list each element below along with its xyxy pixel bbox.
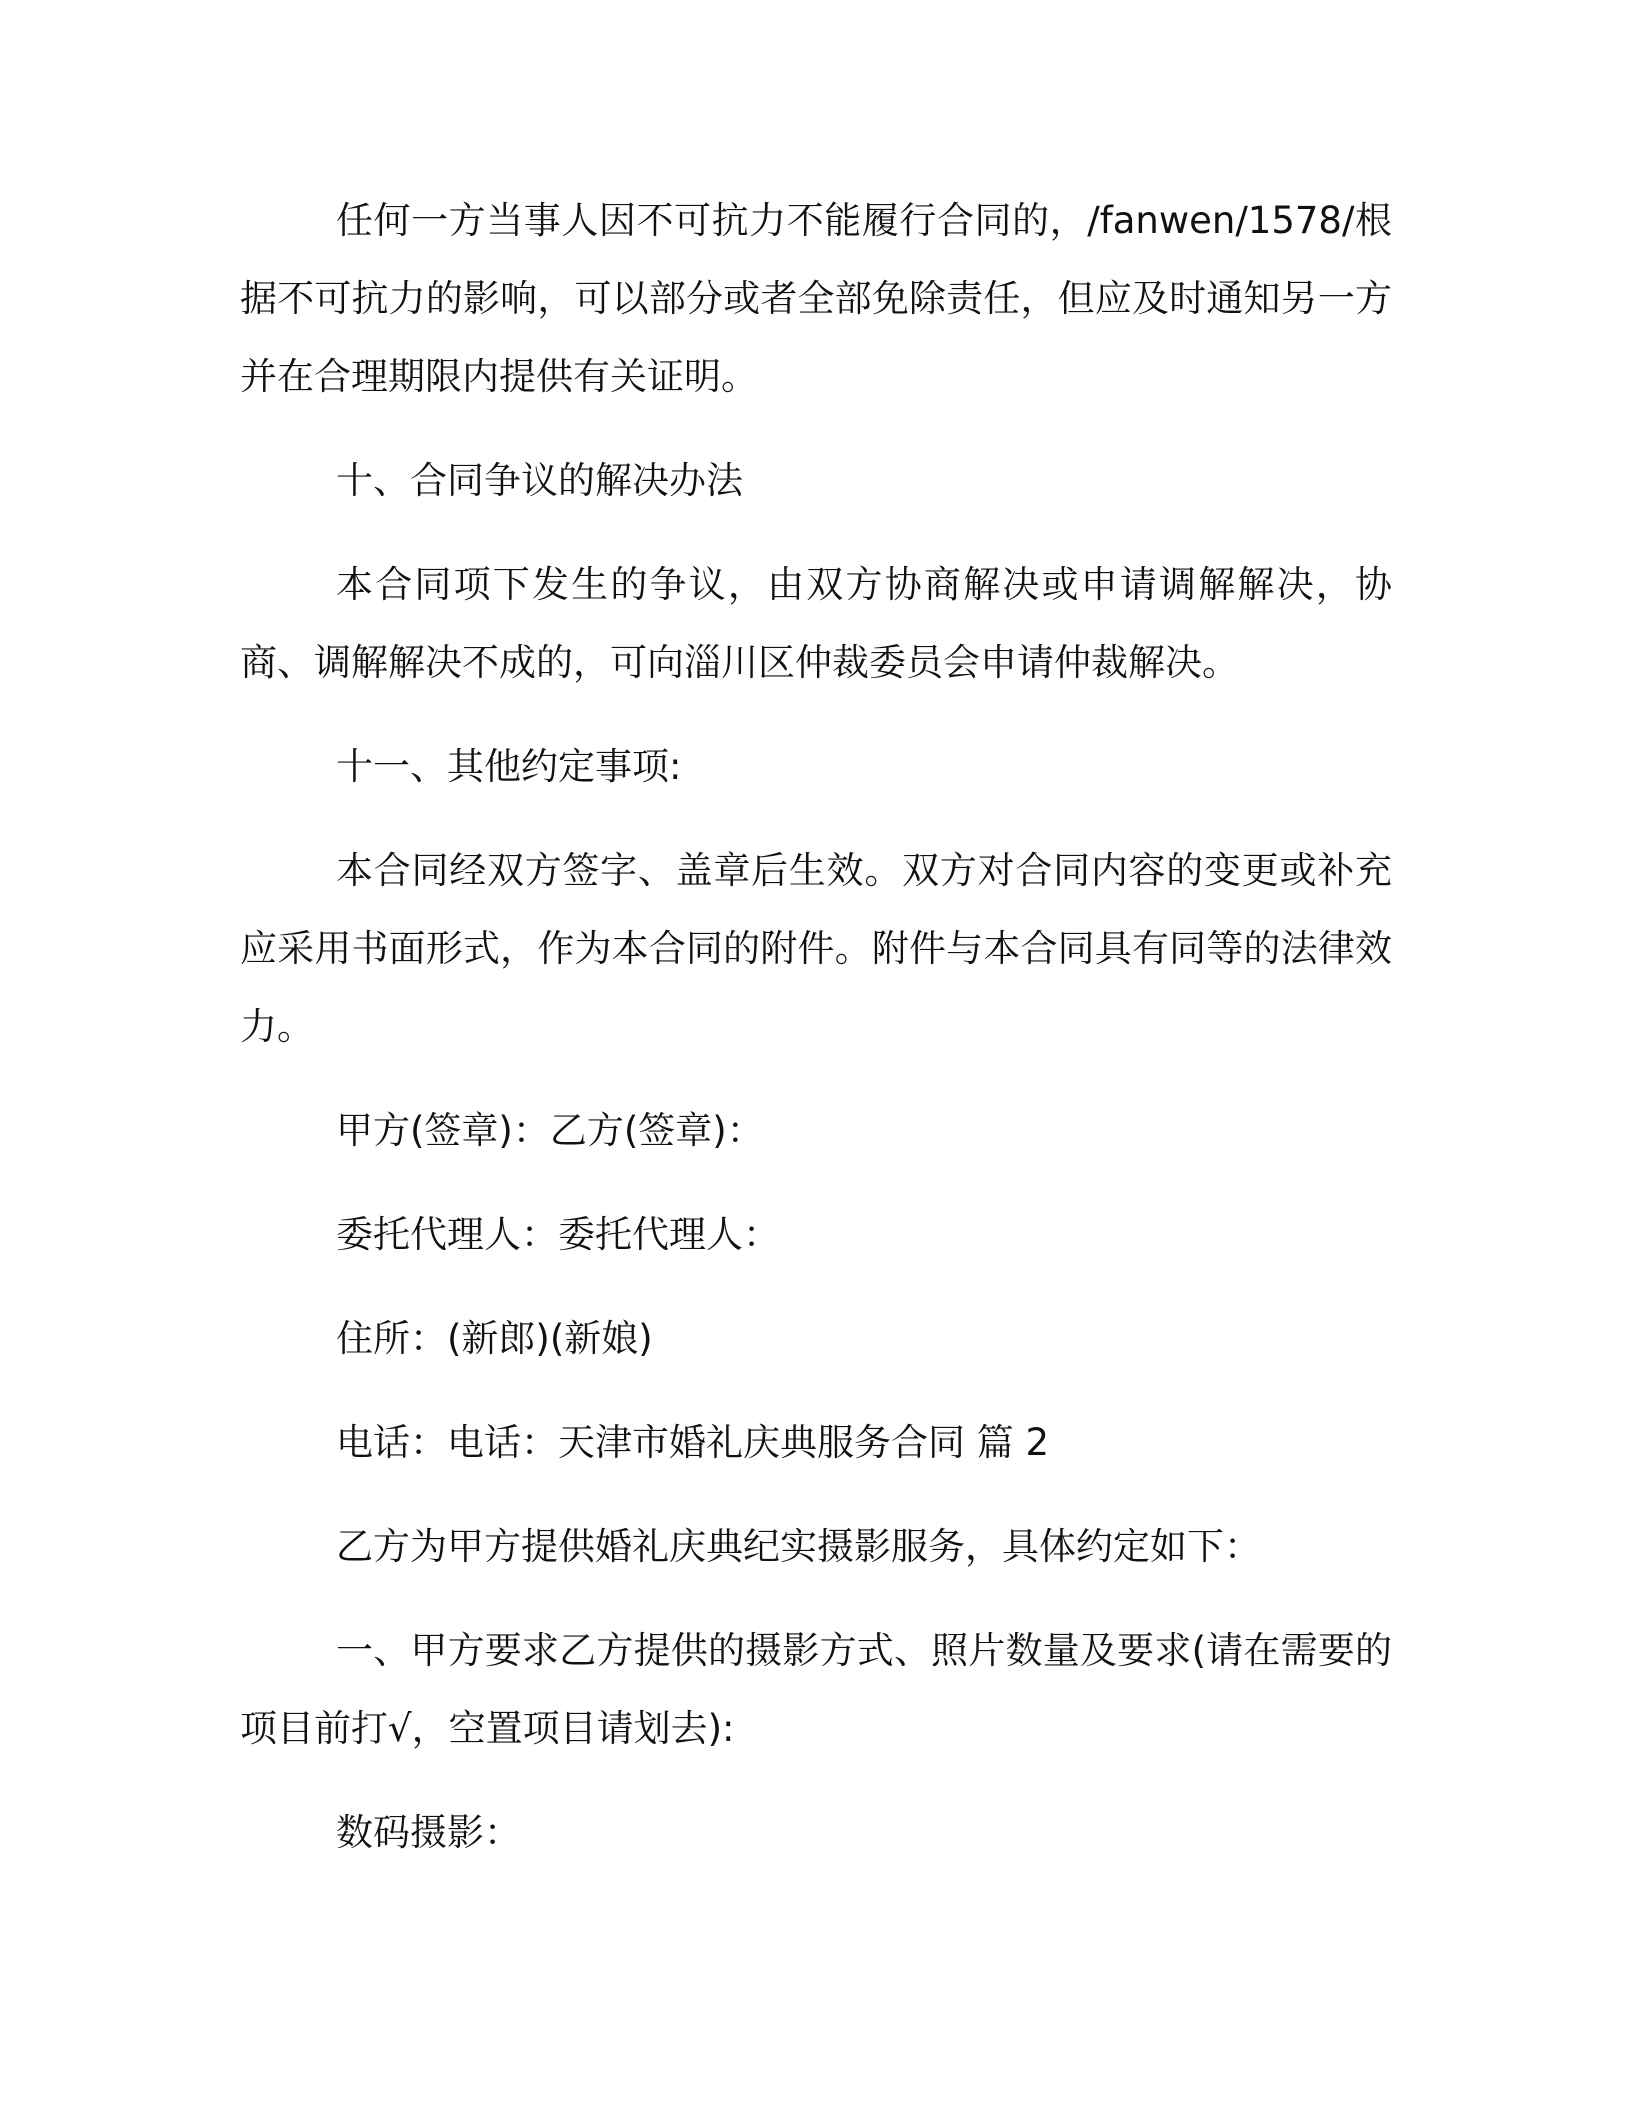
signature-line: 甲方(签章)：乙方(签章)： (336, 1109, 764, 1152)
paragraph-dispute: 本合同项下发生的争议，由双方协商解决或申请调解解决，协商、调解解决不成的，可向淄川区仲裁委员会申请仲裁解决。 (240, 563, 1392, 684)
paragraph-intro: 乙方为甲方提供婚礼庆典纪实摄影服务，具体约定如下： (336, 1525, 1261, 1568)
paragraph-force-majeure: 任何一方当事人因不可抗力不能履行合同的，/fanwen/1578/根据不可抗力的影响，可以部分或者全部免除责任，但应及时通知另一方并在合理期限内提供有关证明。 (240, 199, 1392, 398)
section-heading-dispute: 十、合同争议的解决办法 (336, 459, 743, 502)
section-heading-other: 十一、其他约定事项: (336, 745, 682, 788)
agent-line: 委托代理人：委托代理人： (336, 1213, 780, 1256)
phone-line: 电话：电话：天津市婚礼庆典服务合同 篇 2 (336, 1421, 1050, 1464)
digital-photography-label: 数码摄影： (336, 1811, 521, 1854)
paragraph-effectiveness: 本合同经双方签字、盖章后生效。双方对合同内容的变更或补充应采用书面形式，作为本合同的附件。附件与本合同具有同等的法律效力。 (240, 849, 1392, 1048)
address-line: 住所：(新郎)(新娘) (336, 1317, 653, 1360)
document-body (240, 182, 1392, 1872)
paragraph-photo-requirements: 一、甲方要求乙方提供的摄影方式、照片数量及要求(请在需要的项目前打√，空置项目请划去): (240, 1629, 1392, 1750)
